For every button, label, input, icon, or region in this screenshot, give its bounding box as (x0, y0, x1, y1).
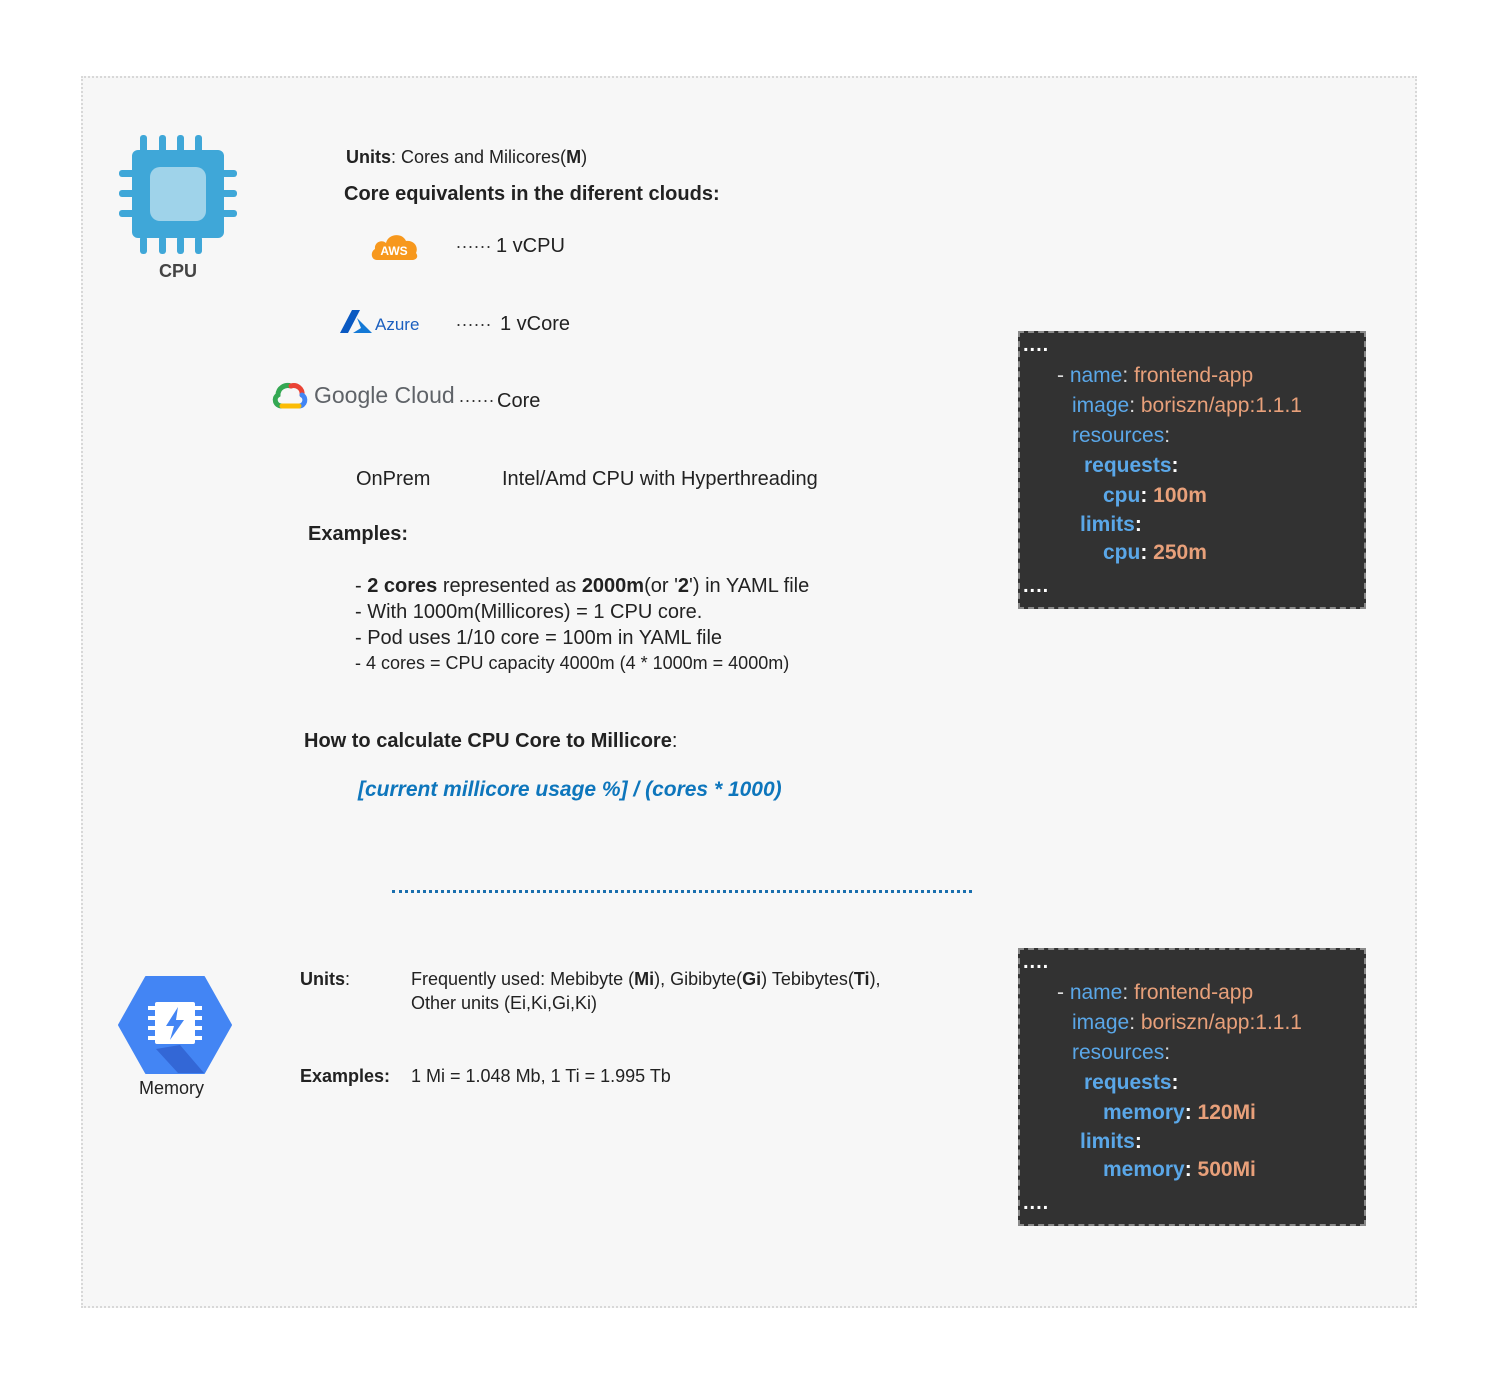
memory-units-label-line (300, 969, 350, 990)
memory-examples-text: 1 Mi = 1.048 Mb, 1 Ti = 1.995 Tb (411, 1066, 671, 1086)
yaml-key: memory (1103, 1158, 1185, 1181)
azure-dots: ...... (456, 310, 493, 330)
google-cloud-logo-icon (272, 380, 308, 410)
yaml-limits-line: limits: (1080, 513, 1142, 536)
azure-logo-icon (339, 309, 373, 335)
example-text: represented as (437, 575, 582, 597)
memory-units-label: Units (300, 969, 345, 989)
yaml-ellipsis-top: .... (1023, 951, 1050, 973)
memory-icon-label: Memory (139, 1078, 205, 1098)
yaml-memory-block (1018, 948, 1366, 1226)
google-cloud-dots: ...... (459, 386, 496, 406)
cpu-units-bold: M (566, 147, 582, 167)
yaml-key: cpu (1103, 541, 1141, 564)
yaml-key: image (1072, 1011, 1130, 1034)
memory-units-text: ), Gibibyte( (654, 969, 743, 989)
yaml-limits-memory-line: memory: 500Mi (1103, 1158, 1256, 1181)
cpu-example-line-1 (355, 575, 809, 598)
aws-logo-icon (369, 228, 421, 262)
yaml-value: 120Mi (1197, 1101, 1256, 1124)
yaml-key: name (1069, 364, 1123, 387)
yaml-dash: - (1057, 981, 1070, 1004)
yaml-image-line: image: boriszn/app:1.1.1 (1072, 1011, 1302, 1034)
cpu-icon-label: CPU (159, 261, 198, 281)
yaml-key: requests (1084, 1071, 1172, 1094)
cpu-units-text: : Cores and Milicores( (391, 147, 567, 167)
cpu-example-line-2: - With 1000m(Millicores) = 1 CPU core. (355, 601, 703, 623)
core-equivalents-heading: Core equivalents in the diferent clouds: (344, 183, 720, 205)
azure-equivalent: 1 vCore (500, 313, 571, 335)
yaml-dash: - (1057, 364, 1070, 387)
yaml-limits-line: limits: (1080, 1130, 1142, 1153)
yaml-value: frontend-app (1134, 981, 1254, 1004)
example-two-bold: 2 (677, 575, 690, 597)
memory-units-line-1 (411, 969, 881, 990)
memory-units-gi: Gi (742, 969, 762, 989)
example-dash: - (355, 575, 368, 597)
yaml-cpu-block (1018, 331, 1366, 609)
example-millicores-bold: 2000m (581, 575, 645, 597)
yaml-requests-line: requests: (1084, 454, 1179, 477)
yaml-key: cpu (1103, 484, 1141, 507)
onprem-value: Intel/Amd CPU with Hyperthreading (502, 468, 818, 490)
cpu-units-label: Units (346, 147, 391, 167)
yaml-key: image (1072, 394, 1130, 417)
yaml-requests-memory-line: memory: 120Mi (1103, 1101, 1256, 1124)
example-text: ') in YAML file (689, 575, 810, 597)
yaml-value: 100m (1153, 484, 1207, 507)
yaml-requests-line: requests: (1084, 1071, 1179, 1094)
yaml-ellipsis-bottom: .... (1023, 575, 1050, 597)
cpu-units-line (346, 147, 587, 168)
yaml-name-line: - name: frontend-app (1057, 981, 1254, 1004)
yaml-value: frontend-app (1134, 364, 1254, 387)
yaml-requests-cpu-line: cpu: 100m (1103, 484, 1207, 507)
memory-units-ti: Ti (853, 969, 870, 989)
calc-colon: : (671, 730, 678, 752)
aws-logo-text: AWS (380, 244, 408, 258)
yaml-resources-line: resources: (1072, 424, 1171, 447)
azure-logo-text: Azure (375, 315, 420, 334)
yaml-key: limits (1080, 513, 1135, 536)
memory-units-mi: Mi (634, 969, 655, 989)
cpu-example-line-3: - Pod uses 1/10 core = 100m in YAML file (355, 627, 723, 649)
memory-examples-label: Examples: (300, 1066, 391, 1086)
memory-units-line-2: Other units (Ei,Ki,Gi,Ki) (411, 993, 598, 1013)
yaml-resources-line: resources: (1072, 1041, 1171, 1064)
yaml-key: memory (1103, 1101, 1185, 1124)
yaml-key: resources (1072, 424, 1165, 447)
cpu-icon (118, 134, 240, 256)
google-cloud-logo-text: Google Cloud (314, 382, 455, 408)
section-separator (392, 890, 972, 893)
yaml-value: boriszn/app:1.1.1 (1140, 394, 1302, 417)
yaml-key: limits (1080, 1130, 1135, 1153)
yaml-value: 250m (1153, 541, 1207, 564)
onprem-label: OnPrem (356, 468, 431, 490)
google-cloud-equivalent: Core (497, 390, 541, 412)
memory-units-colon: : (345, 969, 351, 989)
yaml-image-line: image: boriszn/app:1.1.1 (1072, 394, 1302, 417)
yaml-ellipsis-bottom: .... (1023, 1192, 1050, 1214)
example-text: (or ' (644, 575, 678, 597)
calc-heading: How to calculate CPU Core to Millicore (304, 730, 672, 752)
memory-icon (118, 975, 232, 1075)
memory-units-text: ) Tebibytes( (761, 969, 854, 989)
yaml-key: name (1069, 981, 1123, 1004)
calc-formula: [current millicore usage %] / (cores * 1000) (358, 778, 782, 801)
example-cores-bold: 2 cores (367, 575, 438, 597)
yaml-value: 500Mi (1197, 1158, 1256, 1181)
memory-units-text: Frequently used: Mebibyte ( (411, 969, 635, 989)
yaml-key: requests (1084, 454, 1172, 477)
yaml-key: resources (1072, 1041, 1165, 1064)
cpu-units-tail: ) (581, 147, 588, 167)
aws-dots: ...... (456, 232, 493, 252)
yaml-ellipsis-top: .... (1023, 334, 1050, 356)
memory-units-text: ), (869, 969, 881, 989)
yaml-limits-cpu-line: cpu: 250m (1103, 541, 1207, 564)
cpu-examples-heading: Examples: (308, 523, 409, 545)
aws-equivalent: 1 vCPU (496, 235, 565, 257)
cpu-example-line-4: - 4 cores = CPU capacity 4000m (4 * 1000m = 4000m) (355, 653, 790, 673)
yaml-value: boriszn/app:1.1.1 (1140, 1011, 1302, 1034)
calc-heading-line (304, 730, 677, 753)
yaml-name-line: - name: frontend-app (1057, 364, 1254, 387)
